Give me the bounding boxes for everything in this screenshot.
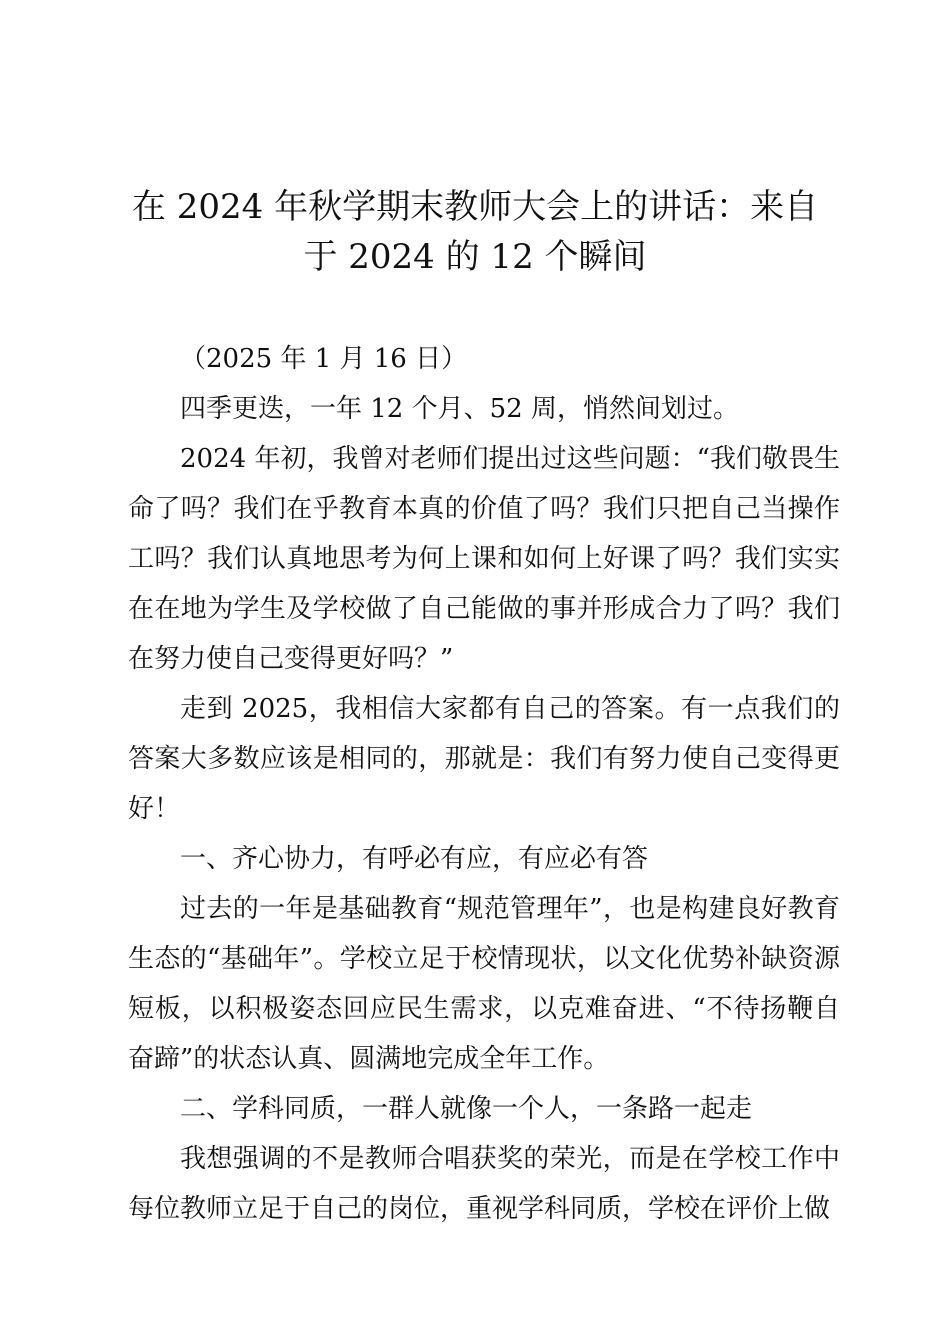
document-title [110, 182, 840, 282]
section-heading-1: 一、齐心协力，有呼必有应，有应必有答 [180, 844, 649, 874]
date-line: （2025 年 1 月 16 日） [180, 344, 468, 374]
paragraph-questions: 2024 年初，我曾对老师们提出过这些问题：“我们敬畏生命了吗？我们在乎教育本真的价值了吗？我们只把自己当操作工吗？我们认真地思考为何上课和如何上好课了吗？我们实实在在地为学生及学校做了自己能做的事并形成合力了吗？我们在努力使自己变得更好吗？” [128, 444, 840, 674]
section-heading-2: 二、学科同质，一群人就像一个人，一条路一起走 [180, 1094, 753, 1124]
paragraph-section-2: 我想强调的不是教师合唱获奖的荣光，而是在学校工作中每位教师立足于自己的岗位，重视学科同质，学校在评价上做 [128, 1144, 840, 1224]
document-body [128, 334, 840, 1234]
paragraph-answer: 走到 2025，我相信大家都有自己的答案。有一点我们的答案大多数应该是相同的，那就是：我们有努力使自己变得更好！ [128, 694, 840, 824]
title-line-2: 于 2024 的 12 个瞬间 [303, 237, 647, 277]
paragraph-opening: 四季更迭，一年 12 个月、52 周，悄然间划过。 [180, 394, 739, 424]
paragraph-section-1: 过去的一年是基础教育“规范管理年”，也是构建良好教育生态的“基础年”。学校立足于校情现状，以文化优势补缺资源短板，以积极姿态回应民生需求，以克难奋进、“不待扬鞭自奋蹄”的状态认真、圆满地完成全年工作。 [128, 894, 840, 1074]
title-line-1: 在 2024 年秋学期末教师大会上的讲话：来自 [131, 187, 819, 227]
